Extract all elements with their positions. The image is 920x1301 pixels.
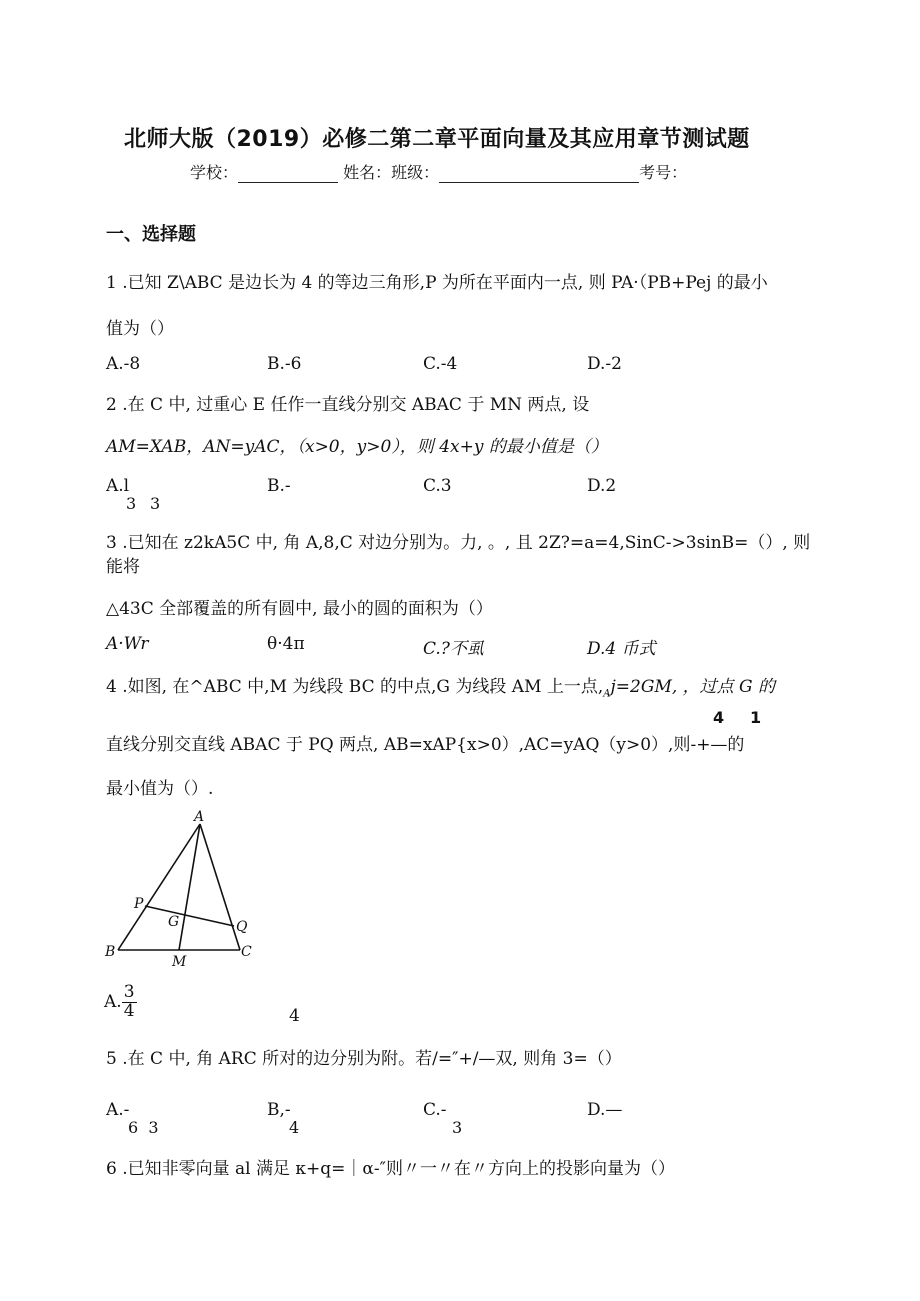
q3-option-b: θ·4π	[267, 634, 305, 654]
q1-line2: 值为（）	[106, 319, 174, 339]
q3-line1: 3 .已知在 z2kA5C 中, 角 A,8,C 对边分别为。力, 。, 且 2Z?=a=4,SinC->3sinB=（）, 则	[106, 533, 811, 553]
class-blank	[439, 164, 639, 183]
q2-option-c: C.3	[423, 476, 452, 496]
q1-option-a: A.-8	[106, 354, 141, 374]
label-B: B	[105, 944, 116, 960]
q4-line1: 4 .如图, 在^ABC 中,M 为线段 BC 的中点,G 为线段 AM 上一点$,_Aj=2GM$, ，过点 G 的	[106, 677, 776, 700]
q3-option-c: C.?不虱	[423, 639, 484, 659]
label-G: G	[168, 914, 180, 930]
label-P: P	[134, 896, 144, 912]
section-heading: 一、选择题	[106, 224, 196, 245]
q6-line1: 6 .已知非零向量 al 满足 κ+q=｜α-″则〃一〃在〃方向上的投影向量为（）	[106, 1159, 675, 1179]
q5-option-c-sub: 3	[452, 1118, 463, 1137]
q2-option-a-sub1: 3	[126, 494, 137, 513]
q3-option-a: A·Wr	[106, 634, 149, 654]
name-label: 姓名：	[343, 163, 392, 182]
q4-line2: 直线分别交直线 ABAC 于 PQ 两点, AB=xAP{x>0）,AC=yAQ（y>0）,则-+—的	[106, 735, 745, 755]
q1-option-c: C.-4	[423, 354, 458, 374]
q2-option-b: B.-	[267, 476, 291, 496]
label-M: M	[172, 954, 187, 968]
student-info-line	[190, 160, 687, 183]
q5-option-b-sub: 4	[289, 1118, 300, 1137]
q5-option-b: B,-	[267, 1100, 291, 1120]
q4-option-a-fraction: $\frac{3}{4}$	[123, 982, 135, 1021]
q5-option-a-sub: 6 3	[128, 1118, 159, 1137]
q2-line2: AM=XAB，AN=yAC，（x>0，y>0），则 4x+y 的最小值是（）	[106, 437, 608, 457]
q3-option-d: D.4 币式	[587, 639, 656, 659]
label-Q: Q	[236, 919, 248, 935]
q3-line2: △43C 全部覆盖的所有圆中, 最小的圆的面积为（）	[106, 599, 493, 619]
q1-option-d: D.-2	[587, 354, 622, 374]
q4-line3: 最小值为（）.	[106, 779, 214, 799]
class-label: 班级：	[391, 163, 440, 182]
id-label: 考号：	[639, 163, 688, 182]
q4-option-a: A. $\frac{3}{4}$	[104, 982, 135, 1021]
q5-option-a: A.-	[106, 1100, 130, 1120]
q4-frac-num-4: 4	[713, 708, 725, 727]
q1-option-b: B.-6	[267, 354, 302, 374]
q4-option-b-den: 4	[289, 1006, 300, 1026]
label-C: C	[241, 944, 252, 960]
q1-line1: 1 .已知 Z\ABC 是边长为 4 的等边三角形,P 为所在平面内一点, 则 PA·（PB+Pej 的最小	[106, 273, 768, 293]
q2-option-a-sub2: 3	[150, 494, 161, 513]
q5-option-d: D.—	[587, 1100, 623, 1120]
q5-line1: 5 .在 C 中, 角 ARC 所对的边分别为附。若/=″+/—双, 则角 3=（）	[106, 1049, 622, 1069]
q2-line1: 2 .在 C 中, 过重心 E 任作一直线分别交 ABAC 于 MN 两点, 设	[106, 395, 590, 415]
q2-option-a: A.l	[106, 476, 130, 496]
q2-option-d: D.2	[587, 476, 617, 496]
label-A: A	[194, 809, 205, 825]
school-label: 学校：	[190, 163, 239, 182]
triangle-figure	[100, 808, 260, 968]
q3-line1b: 能将	[106, 557, 140, 577]
q5-option-c: C.-	[423, 1100, 447, 1120]
school-blank	[238, 164, 338, 183]
page-title: 北师大版（2019）必修二第二章平面向量及其应用章节测试题	[124, 127, 750, 152]
q4-frac-num-1: 1	[750, 708, 762, 727]
